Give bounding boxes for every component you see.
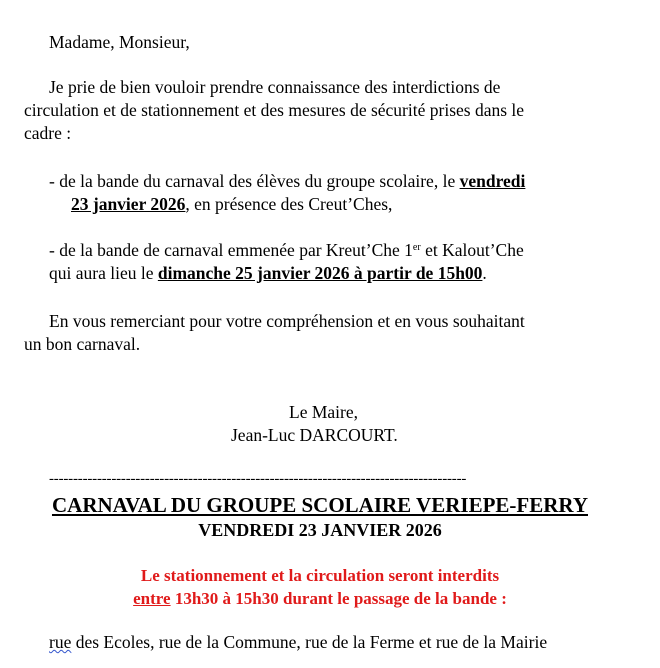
street-list [49,631,547,653]
notice-date: VENDREDI 23 JANVIER 2026 [198,520,442,540]
warning-time: 13h30 à 15h30 durant le passage de la bande : [170,589,507,608]
signature-name: Jean-Luc DARCOURT. [231,425,398,445]
item-sunday-end: . [482,263,487,283]
notice-title: CARNAVAL DU GROUPE SCOLAIRE VERIEPE-FERRY [51,493,588,517]
warning-between: entre [133,589,171,608]
item-sunday-suffix: et Kalout’Che [420,240,524,260]
closing-line-2: un bon carnaval. [24,334,141,354]
signature-title: Le Maire, [289,402,358,422]
item-sunday-line-2 [49,262,487,284]
item-school-line-1 [49,170,525,192]
item-sunday-sup: er [412,242,421,253]
item-school-rest: , en présence des Creut’Ches, [185,194,393,214]
intro-line-2: circulation et de stationnement et des mesures de sécurité prises dans le [24,100,525,120]
item-school-day: vendredi [459,171,526,191]
warning-line-2 [0,589,640,609]
intro-line-1: Je prie de bien vouloir prendre connaissance des interdictions de [49,77,501,97]
street-list-rest: des Ecoles, rue de la Commune, rue de la Ferme et rue de la Mairie [71,632,548,652]
item-sunday-prefix: - de la bande de carnaval emmenée par Kreut’Che 1 [49,240,413,260]
item-sunday-line-1 [49,239,524,261]
separator-line: --------------------------------------------------------------------------------------- [49,471,467,487]
item-sunday-line2-prefix: qui aura lieu le [49,263,158,283]
street-first-word: rue [49,632,72,652]
item-school-line-2 [71,193,392,215]
item-school-date: 23 janvier 2026 [71,194,186,214]
salutation: Madame, Monsieur, [49,32,190,52]
intro-line-3: cadre : [24,123,72,143]
closing-line-1: En vous remerciant pour votre compréhension et en vous souhaitant [49,311,525,331]
item-school-prefix: - de la bande du carnaval des élèves du groupe scolaire, le [49,171,460,191]
warning-line-1: Le stationnement et la circulation seront interdits [140,566,500,585]
item-sunday-date: dimanche 25 janvier 2026 à partir de 15h00 [157,263,483,283]
